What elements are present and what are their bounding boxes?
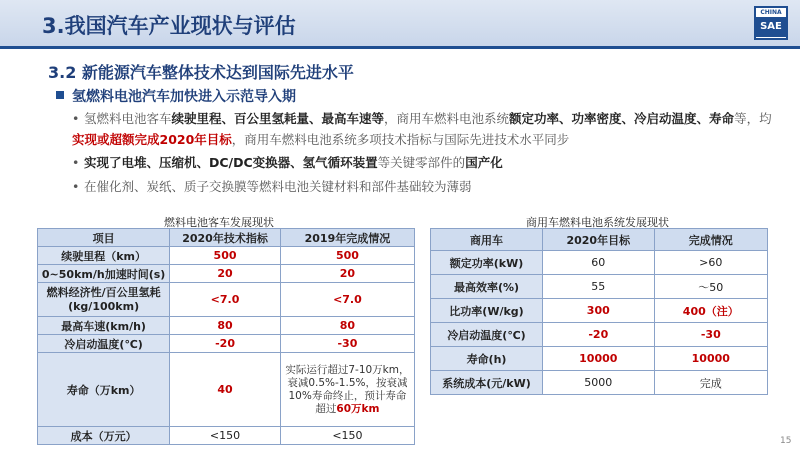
bullet-dot-icon: • [72,155,80,170]
done-cell: 10000 [654,347,767,371]
done-cell: <150 [280,427,414,445]
table-row [38,283,415,317]
row-label: 额定功率(kW) [431,251,543,275]
p1-text-a: 氢燃料电池客车 [84,111,172,126]
note-highlight: 60万km [336,402,380,415]
table-row [38,353,415,427]
row-label: 最高效率(%) [431,275,543,299]
table-row [431,347,768,371]
row-label: 系统成本(元/kW) [431,371,543,395]
p1-text-f: 实现或超额完成2020年目标 [72,132,232,147]
table-row [38,247,415,265]
done-cell: 400（注） [654,299,767,323]
table-row [38,265,415,283]
p1-text-b: 续驶里程、百公里氢耗量、最高车速等 [171,111,385,126]
done-cell: 20 [280,265,414,283]
done-cell: <7.0 [280,283,414,317]
square-bullet-icon [56,91,64,99]
p2-text-b: 等关键零部件的 [377,155,466,170]
p3-text: 在催化剂、炭纸、质子交换膜等燃料电池关键材料和部件基础较为薄弱 [84,179,472,194]
row-label: 寿命(h) [431,347,543,371]
row-label: 冷启动温度(℃) [38,335,170,353]
bus-fuel-cell-table [37,228,415,445]
done-cell: 500 [280,247,414,265]
done-cell: -30 [280,335,414,353]
done-cell: 80 [280,317,414,335]
target-cell: -20 [543,323,655,347]
table-header-row [38,229,415,247]
commercial-fuel-cell-table [430,228,768,395]
paragraph-2 [72,152,772,173]
table-row [431,371,768,395]
target-cell: 300 [543,299,655,323]
table-row [38,335,415,353]
target-cell: <7.0 [170,283,281,317]
row-label: 比功率(W/kg) [431,299,543,323]
slide-title: 3.我国汽车产业现状与评估 [42,14,296,38]
row-label: 冷启动温度(℃) [431,323,543,347]
target-cell: 60 [543,251,655,275]
table-row [431,275,768,299]
p1-text-g: ，商用车燃料电池系统多项技术指标与国际先进技术水平同步 [231,132,570,147]
target-cell: 20 [170,265,281,283]
china-sae-logo [754,6,788,40]
page-number: 15 [780,436,792,446]
target-cell: 40 [170,353,281,427]
done-cell: -30 [654,323,767,347]
section-heading-text: 氢燃料电池汽车加快进入示范导入期 [72,89,296,105]
target-cell: 80 [170,317,281,335]
table-row [38,317,415,335]
row-label: 燃料经济性/百公里氢耗(kg/100km) [38,283,170,317]
p1-text-d: 额定功率、功率密度、冷启动温度、寿命 [509,111,735,126]
logo-bottom-text: SAE [756,17,786,37]
row-label: 最高车速(km/h) [38,317,170,335]
paragraph-3 [72,176,772,197]
header-cell: 2020年技术指标 [170,229,281,247]
table-row [38,427,415,445]
row-label: 成本（万元） [38,427,170,445]
p2-text-c: 国产化 [465,155,503,170]
table-row [431,323,768,347]
row-label: 续驶里程（km） [38,247,170,265]
table-header-row [431,229,768,251]
left-table-caption: 燃料电池客车发展现状 [164,216,274,229]
table-row [431,299,768,323]
row-label: 寿命（万km） [38,353,170,427]
header-cell: 完成情况 [654,229,767,251]
table-row [431,251,768,275]
done-cell: ～50 [654,275,767,299]
note-text: 实际运行超过7-10万km，衰减0.5%-1.5%，按衰减10%寿命终止，预计寿命超过 [285,363,410,415]
done-note-cell [280,353,414,427]
section-heading [56,86,296,106]
bullet-dot-icon: • [72,111,80,126]
done-cell: 完成 [654,371,767,395]
right-table-caption: 商用车燃料电池系统发展现状 [526,216,669,229]
header-cell: 商用车 [431,229,543,251]
section-subtitle: 3.2 新能源汽车整体技术达到国际先进水平 [48,63,354,82]
target-cell: 10000 [543,347,655,371]
bullet-dot-icon: • [72,179,80,194]
logo-top-text: CHINA [760,9,782,16]
target-cell: <150 [170,427,281,445]
header-cell: 项目 [38,229,170,247]
p1-text-e: 等，均 [734,111,772,126]
paragraph-1 [72,108,772,150]
row-label: 0~50km/h加速时间(s) [38,265,170,283]
target-cell: 500 [170,247,281,265]
header-cell: 2019年完成情况 [280,229,414,247]
target-cell: -20 [170,335,281,353]
target-cell: 5000 [543,371,655,395]
slide-header [0,0,800,49]
header-cell: 2020年目标 [543,229,655,251]
done-cell: >60 [654,251,767,275]
target-cell: 55 [543,275,655,299]
p2-text-a: 实现了电堆、压缩机、DC/DC变换器、氢气循环装置 [84,155,378,170]
p1-text-c: ，商用车燃料电池系统 [384,111,510,126]
